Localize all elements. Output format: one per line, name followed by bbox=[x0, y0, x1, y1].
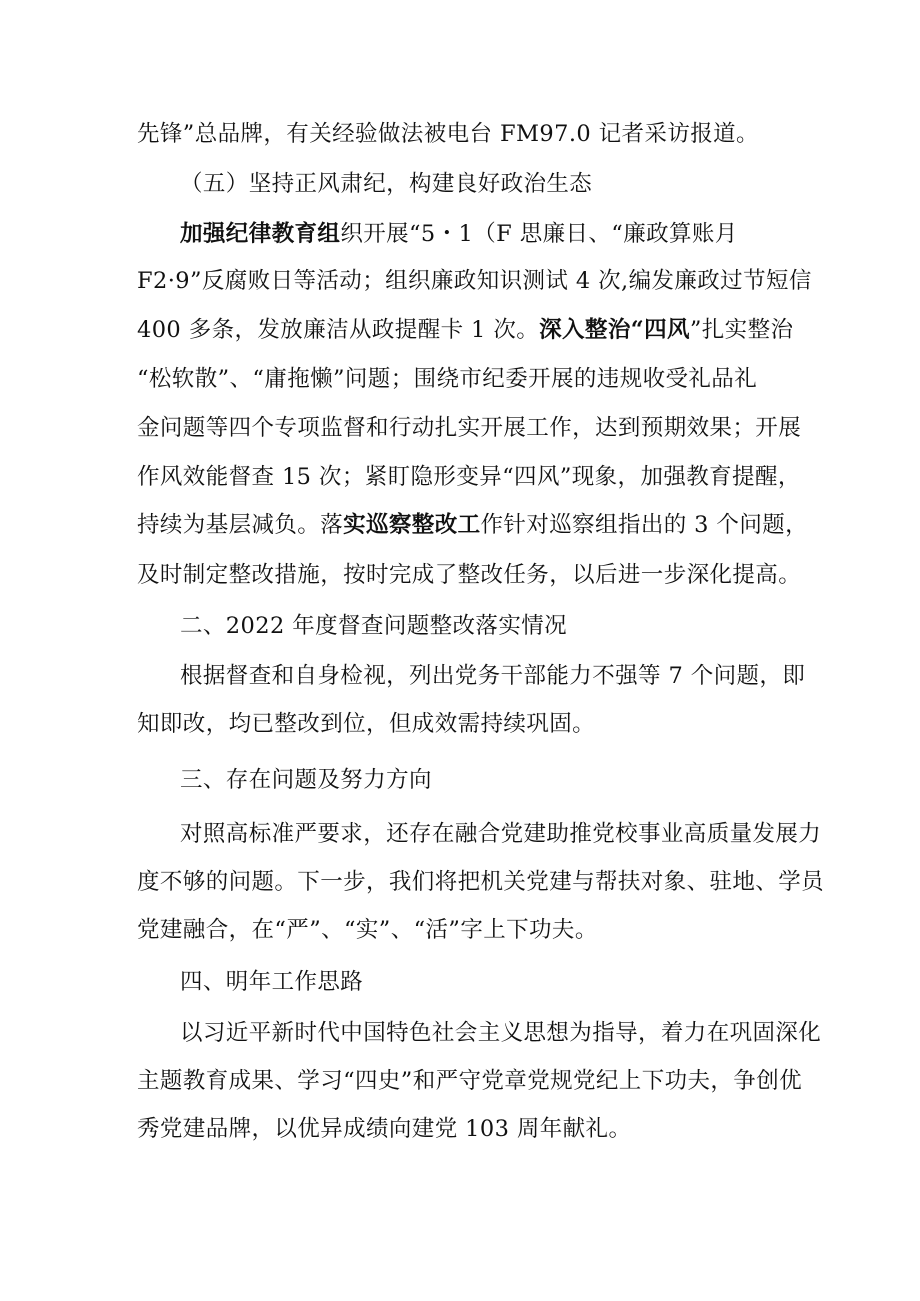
bold-phrase: 深入整治“四风 bbox=[539, 317, 690, 343]
section-heading: （五）坚持正风肃纪，构建良好政治生态 bbox=[180, 171, 593, 197]
body-text-line: 党建融合，在“严”、“实”、“活”字上下功夫。 bbox=[137, 917, 598, 943]
body-text-line: 400 多条，发放廉洁从政提醒卡 1 次。深入整治“四风”扎实整治 bbox=[137, 317, 794, 343]
body-text-line: 作风效能督查 15 次；紧盯隐形变异“四风”现象，加强教育提醒， bbox=[137, 464, 801, 490]
body-text-line: 以习近平新时代中国特色社会主义思想为指导，着力在巩固深化 bbox=[180, 1020, 822, 1046]
section-heading: 二、2022 年度督查问题整改落实情况 bbox=[180, 613, 568, 639]
body-text-line: 根据督查和自身检视，列出党务干部能力不强等 7 个问题，即 bbox=[180, 663, 806, 689]
body-text-line: 对照高标准严要求，还存在融合党建助推党校事业高质量发展力 bbox=[180, 821, 822, 847]
body-text-line: 主题教育成果、学习“四史”和严守党章党规党纪上下功夫，争创优 bbox=[137, 1068, 803, 1094]
body-text-line: F2·9”反腐败日等活动；组织廉政知识测试 4 次,编发廉政过节短信 bbox=[137, 268, 812, 294]
body-text-line: 及时制定整改措施，按时完成了整改任务，以后进一步深化提高。 bbox=[137, 562, 802, 588]
body-text-line: 持续为基层减负。落实巡察整改工作针对巡察组指出的 3 个问题， bbox=[137, 512, 809, 538]
body-text-line: 先锋”总品牌，有关经验做法被电台 FM97.0 记者采访报道。 bbox=[137, 121, 759, 147]
body-text-line: 加强纪律教育组织开展“5・1（F 思廉日、“廉政算账月 bbox=[180, 221, 738, 247]
body-text-line: 度不够的问题。下一步，我们将把机关党建与帮扶对象、驻地、学员 bbox=[137, 869, 825, 895]
section-heading: 三、存在问题及努力方向 bbox=[180, 767, 432, 793]
section-heading: 四、明年工作思路 bbox=[180, 969, 364, 995]
body-text-line: 金问题等四个专项监督和行动扎实开展工作，达到预期效果；开展 bbox=[137, 415, 802, 441]
body-text-line: 秀党建品牌，以优异成绩向建党 103 周年献礼。 bbox=[137, 1116, 632, 1142]
body-text-line: “松软散”、“庸拖懒”问题；围绕市纪委开展的违规收受礼品礼 bbox=[137, 366, 758, 392]
bold-phrase: 实巡察整改工 bbox=[343, 512, 481, 538]
body-text-line: 知即改，均已整改到位，但成效需持续巩固。 bbox=[137, 711, 596, 737]
bold-phrase: 加强纪律教育组 bbox=[180, 221, 341, 247]
